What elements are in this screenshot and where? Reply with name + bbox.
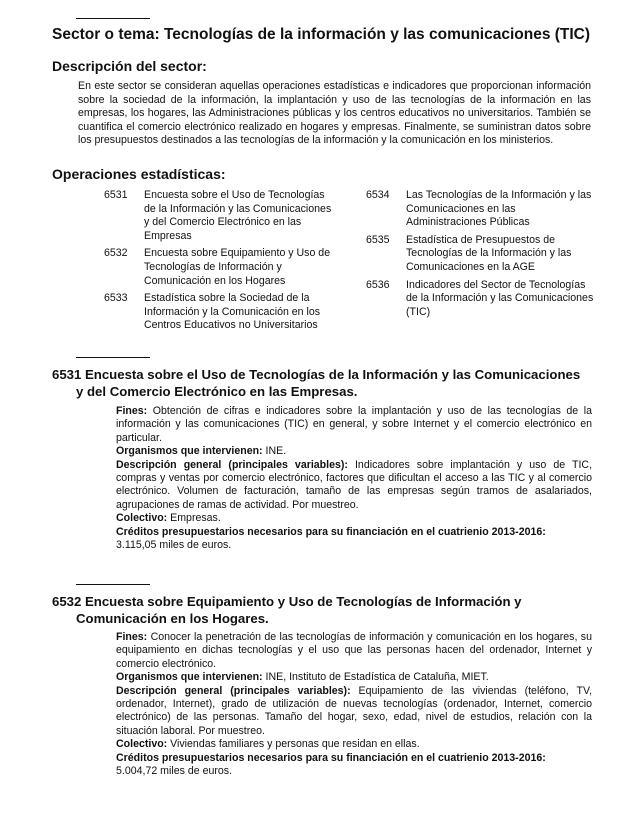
operation-code: 6531 — [104, 189, 128, 201]
organismos-text: INE. — [262, 445, 287, 458]
operation-item — [104, 189, 332, 243]
top-rule — [76, 18, 150, 19]
colectivo-paragraph — [116, 738, 592, 751]
section-rule — [76, 357, 150, 358]
operation-code: 6536 — [366, 278, 390, 291]
operations-list-right — [366, 189, 594, 323]
descripcion-label: Descripción general (principales variables): — [116, 684, 351, 697]
colectivo-label: Colectivo: — [116, 512, 168, 525]
colectivo-text: Empresas. — [167, 512, 221, 525]
fines-text: Obtención de cifras e indicadores sobre la implantación y uso de las tecnologías de la información y las comunicaciones (TIC) en general, y sobre Internet y el comercio electrónico en particular. — [116, 405, 592, 444]
colectivo-text: Viviendas familiares y personas que residan en ellas. — [167, 738, 420, 751]
operation-name: Encuesta sobre el Uso de Tecnologías de la Información y las Comunicaciones y del Comercio Electrónico en las Empresas — [144, 189, 332, 242]
fines-label: Fines: — [116, 405, 148, 417]
operation-code: 6533 — [104, 292, 128, 305]
descripcion-text: Equipamiento de las viviendas (teléfono, TV, ordenador, Internet), grado de utilización de nuevas tecnologías (ordenador, Internet, comercio electrónico) de las personas. Tamaño del hogar, sexo, edad, nivel de estudios, relación con la situación laboral. Por muestreo. — [116, 684, 593, 737]
operation-code: 6532 — [104, 247, 128, 260]
fines-paragraph — [116, 405, 592, 445]
section-rule — [76, 584, 150, 585]
description-heading: Descripción del sector: — [52, 58, 207, 74]
colectivo-label: Colectivo: — [116, 738, 168, 751]
descripcion-paragraph — [116, 685, 592, 739]
title-line: 6532 Encuesta sobre Equipamiento y Uso de Tecnologías de Información y — [52, 594, 522, 609]
fines-label: Fines: — [116, 631, 148, 643]
organismos-text: INE, Instituto de Estadística de Cataluña, MIET. — [262, 671, 489, 684]
operation-item — [366, 234, 594, 275]
creditos-label: Créditos presupuestarios necesarios para su financiación en el cuatrienio 2013-2016: — [116, 751, 546, 764]
operation-code: 6534 — [366, 189, 390, 201]
operation-name: Encuesta sobre Equipamiento y Uso de Tecnologías de Información y Comunicación en los Hogares — [144, 247, 331, 287]
operation-item — [104, 292, 332, 333]
descripcion-text: Indicadores sobre implantación y uso de TIC, compras y ventas por comercio electrónico, factores que dificultan el acceso a las TIC y al comercio electrónico. Volumen de facturación, tamaño de las empresas según tramos de asalariados, agrupaciones de ramas de actividad. Por muestreo. — [116, 458, 593, 511]
descripcion-label: Descripción general (principales variables): — [116, 458, 348, 471]
title-line: y del Comercio Electrónico en las Empresas. — [76, 384, 358, 399]
operations-list-left — [104, 189, 332, 337]
sector-title: Sector o tema: Tecnologías de la información y las comunicaciones (TIC) — [52, 26, 591, 43]
operation-code: 6535 — [366, 233, 390, 246]
fines-text: Conocer la penetración de las tecnologías de información y comunicación en los hogares, su equipamiento en dichas tecnologías y el uso que las personas hacen del ordenador, Internet y comercio electrónico. — [116, 631, 592, 670]
fines-paragraph — [116, 631, 592, 671]
organismos-label: Organismos que intervienen: — [116, 445, 263, 458]
creditos-paragraph — [116, 752, 592, 765]
operation-item — [366, 279, 594, 320]
descripcion-paragraph — [116, 459, 592, 513]
creditos-amount: 5.004,72 miles de euros. — [116, 765, 233, 778]
operation-6531-title — [52, 366, 592, 400]
creditos-paragraph — [116, 526, 592, 539]
operation-name: Las Tecnologías de la Información y las Comunicaciones en las Administraciones Públicas — [406, 189, 592, 229]
operations-heading: Operaciones estadísticas: — [52, 166, 226, 182]
creditos-label: Créditos presupuestarios necesarios para su financiación en el cuatrienio 2013-2016: — [116, 525, 546, 538]
title-line: Comunicación en los Hogares. — [76, 611, 269, 626]
sector-description: En este sector se consideran aquellas operaciones estadísticas e indicadores que proporcionan información sobre la sociedad de la información, la implantación y uso de las tecnologías de la información en las empresas, los hogares, las Administraciones públicas y los centros educativos no universitarios. También se cuantifica el comercio electrónico realizado en hogares y empresas. Finalmente, se suministran datos sobre los presupuestos destinados a las tecnologías de la información y la comunicación en los ministerios. — [78, 80, 591, 147]
colectivo-paragraph — [116, 512, 592, 525]
operation-item — [366, 189, 594, 230]
organismos-label: Organismos que intervienen: — [116, 671, 263, 684]
organismos-paragraph — [116, 671, 592, 684]
operation-name: Estadística sobre la Sociedad de la Información y la Comunicación en los Centros Educativos no Universitarios — [144, 292, 321, 332]
operation-name: Estadística de Presupuestos de Tecnologías de la Información y las Comunicaciones en la AGE — [406, 233, 572, 273]
title-line: 6531 Encuesta sobre el Uso de Tecnologías de la Información y las Comunicaciones — [52, 367, 581, 382]
operation-item — [104, 247, 332, 288]
operation-6532-details — [116, 631, 592, 778]
creditos-amount: 3.115,05 miles de euros. — [116, 539, 232, 552]
operation-6532-title — [52, 593, 592, 627]
organismos-paragraph — [116, 445, 592, 458]
operation-name: Indicadores del Sector de Tecnologías de la Información y las Comunicaciones (TIC) — [406, 278, 594, 318]
operation-6531-details — [116, 405, 592, 552]
